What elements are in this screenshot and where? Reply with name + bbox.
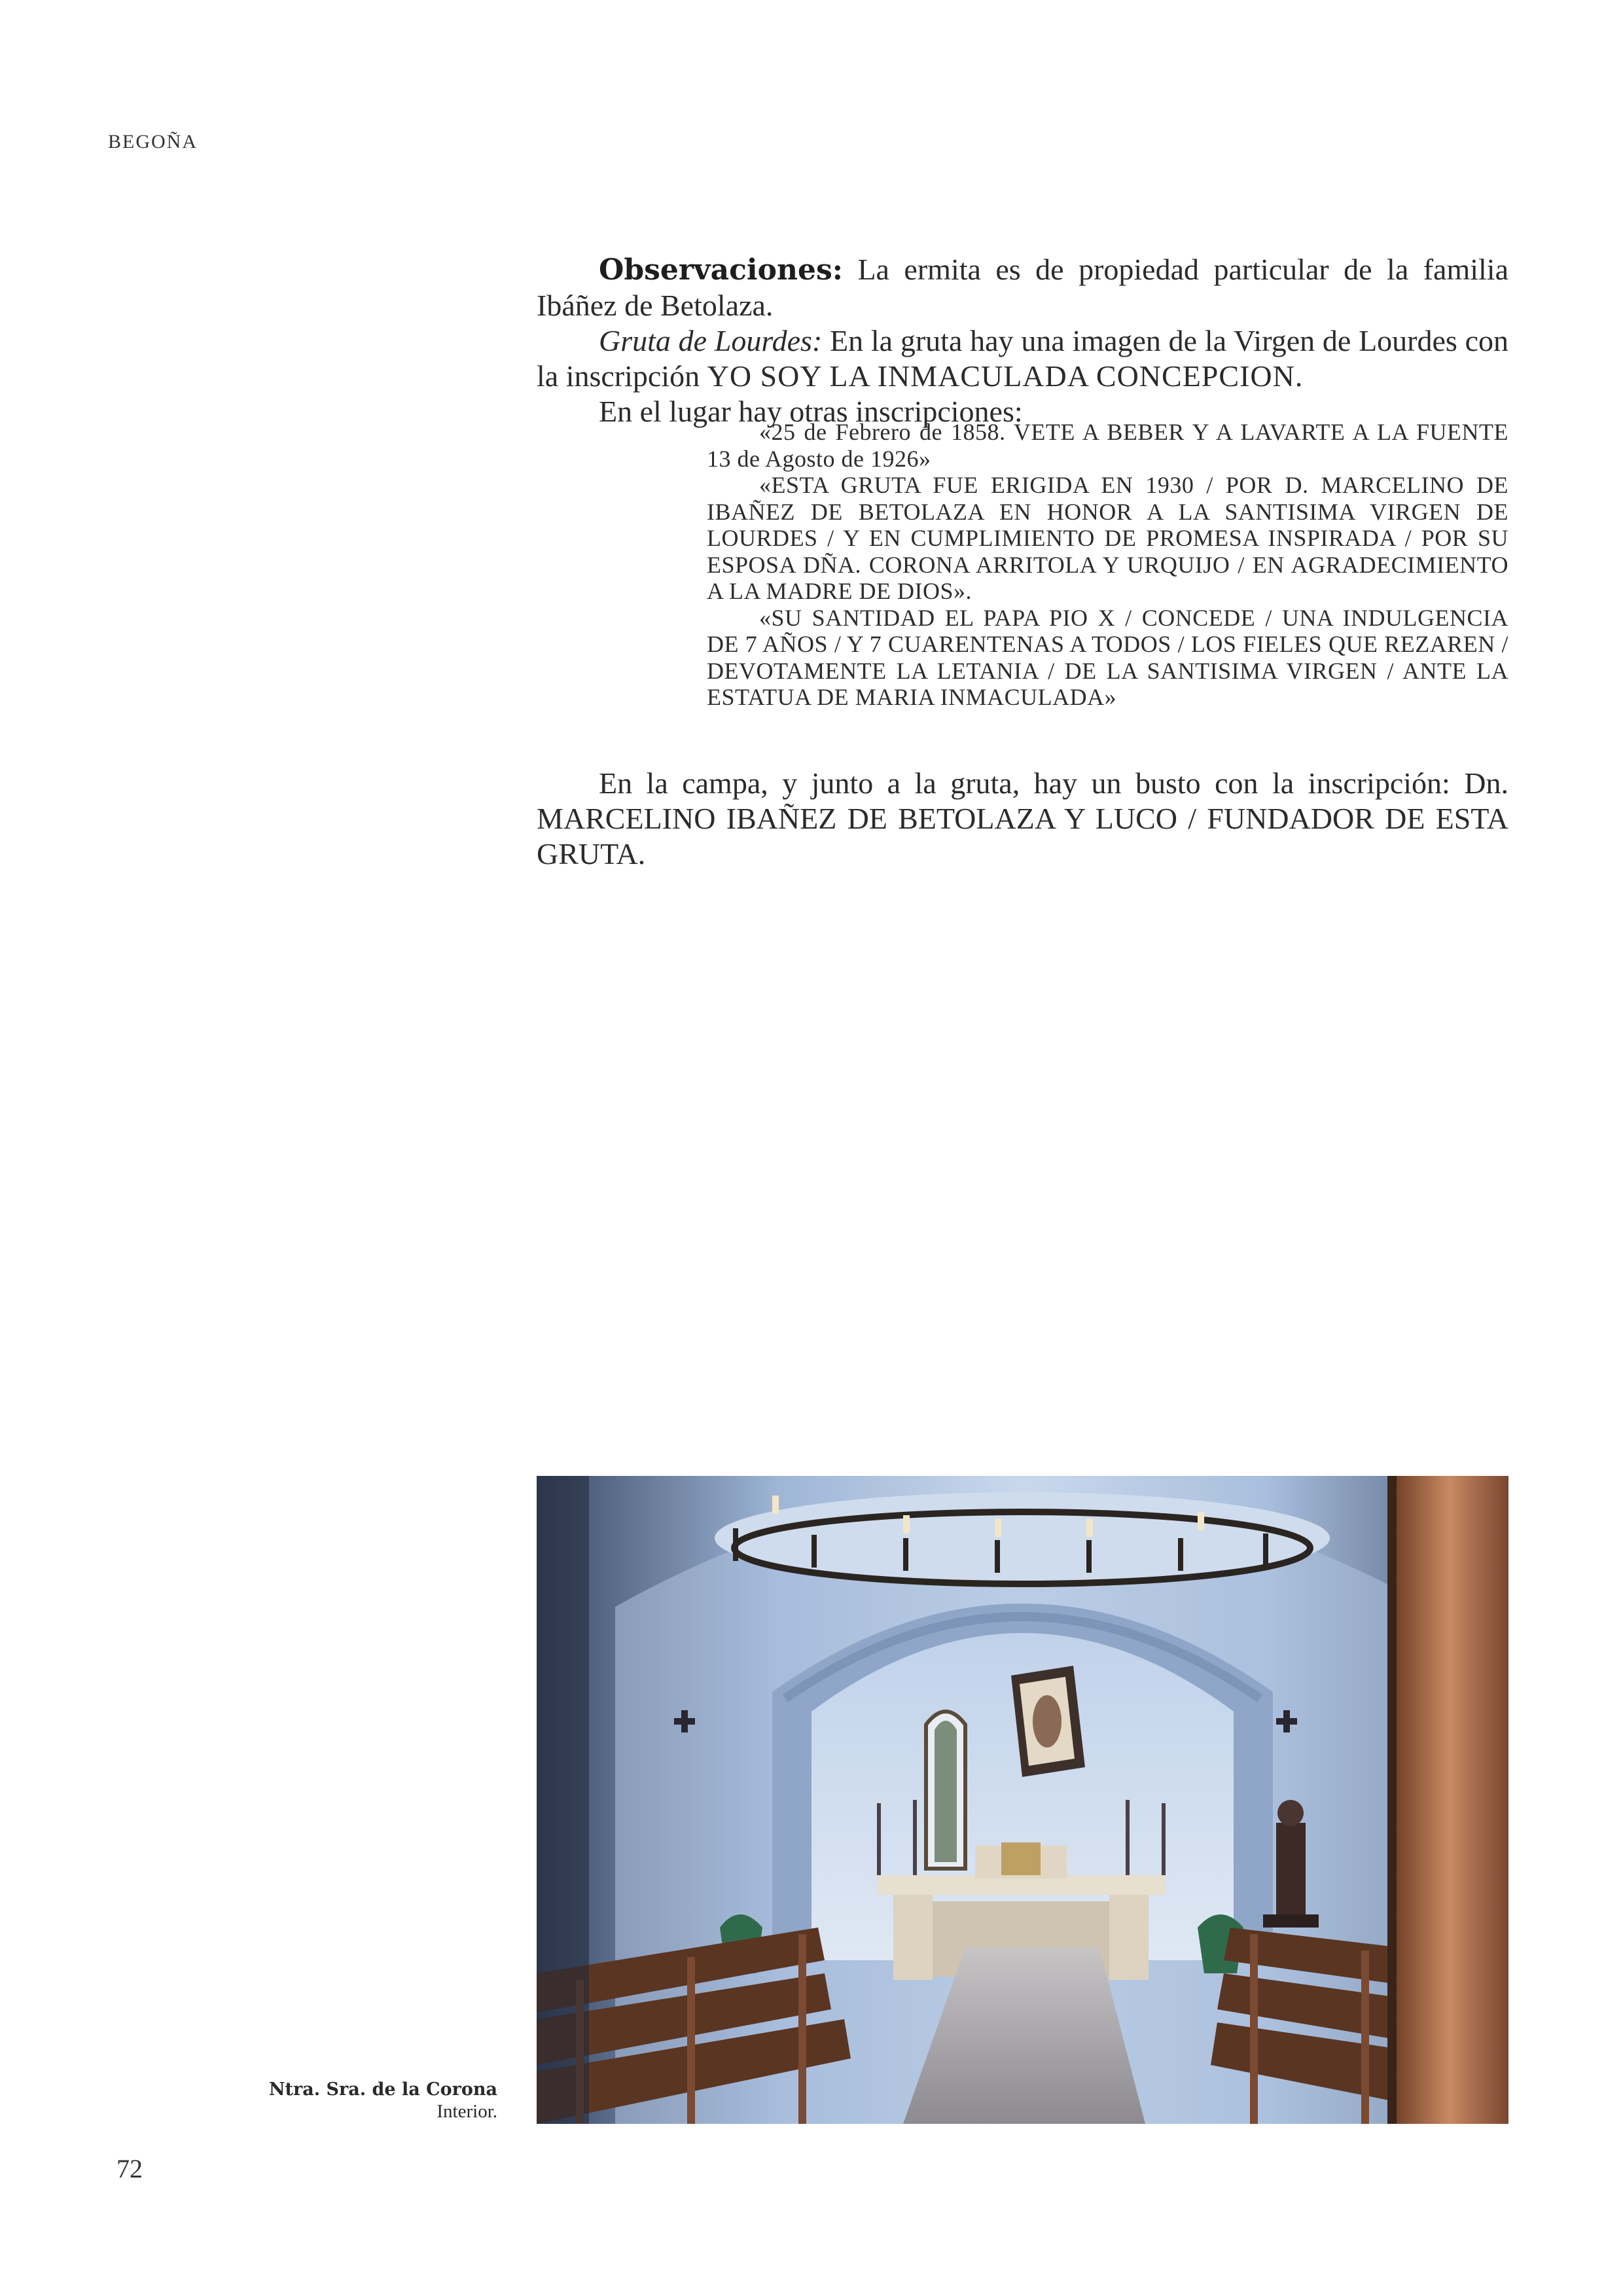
inscription-2: «ESTA GRUTA FUE ERIGIDA EN 1930 / POR D. MARCELINO DE IBAÑEZ DE BETOLAZA EN HONOR A LA SANTISIMA VIRGEN DE LOURDES / Y EN CUMPLIMIENTO DE PROMESA INSPIRADA / POR SU ESPOSA DÑA. CORONA ARRITOLA Y URQUIJO / EN AGRADECIMIENTO A LA MADRE DE DIOS». <box>707 472 1508 604</box>
busto-text: En la campa, y junto a la gruta, hay un busto con la inscripción: Dn. <box>599 766 1508 800</box>
closing-paragraph <box>537 766 1508 872</box>
gruta-paragraph <box>537 323 1508 394</box>
otras-inscripciones: En el lugar hay otras inscripciones: <box>599 395 1023 428</box>
busto-inscription: MARCELINO IBAÑEZ DE BETOLAZA Y LUCO / FUNDADOR DE ESTA GRUTA. <box>537 802 1508 870</box>
observaciones-label: Observaciones: <box>599 253 843 287</box>
gruta-label: Gruta de Lourdes: <box>599 324 823 357</box>
body-text <box>537 252 1508 429</box>
chapel-interior-photo <box>537 1476 1508 2124</box>
page-number: 72 <box>116 2154 143 2183</box>
busto-paragraph <box>537 766 1508 872</box>
caption-title: Ntra. Sra. de la Corona <box>268 2079 497 2100</box>
figure-caption <box>269 2079 497 2123</box>
gruta-text: En la gruta hay una imagen de la Virgen de Lourdes con la inscripción <box>537 324 1508 393</box>
running-head: BEGOÑA <box>108 131 198 152</box>
inscriptions-block <box>707 419 1508 711</box>
gruta-inscription: YO SOY LA INMACULADA CONCEPCION. <box>707 359 1304 393</box>
inscription-1: «25 de Febrero de 1858. VETE A BEBER Y A LAVARTE A LA FUENTE 13 de Agosto de 1926» <box>707 419 1508 472</box>
caption-subtitle: Interior. <box>437 2101 497 2122</box>
inscription-3: «SU SANTIDAD EL PAPA PIO X / CONCEDE / UNA INDULGENCIA DE 7 AÑOS / Y 7 CUARENTENAS A TODOS / LOS FIELES QUE REZAREN / DEVOTAMENTE LA LETANIA / DE LA SANTISIMA VIRGEN / ANTE LA ESTATUA DE MARIA INMACULADA» <box>707 604 1508 710</box>
observaciones-paragraph <box>537 252 1508 323</box>
observaciones-text: La ermita es de propiedad particular de la familia Ibáñez de Betolaza. <box>537 253 1508 322</box>
